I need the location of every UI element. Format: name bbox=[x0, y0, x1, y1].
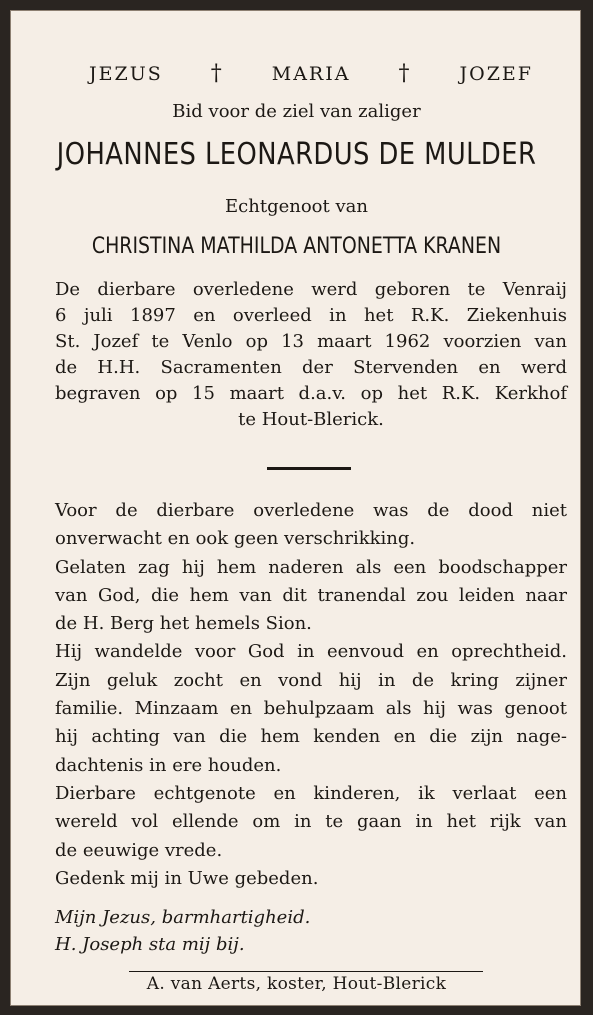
prayer-line: Mijn Jezus, barmhartigheid. bbox=[55, 907, 311, 928]
text-line: hij achting van die hem kenden en die zijn nage- bbox=[55, 726, 567, 748]
holy-names-header bbox=[89, 61, 533, 86]
text-line: onverwacht en ook geen verschrikking. bbox=[55, 528, 416, 550]
name-jezus: JEZUS bbox=[89, 62, 163, 85]
spouse-name: CHRISTINA MATHILDA ANTONETTA KRANEN bbox=[91, 234, 502, 259]
text-line: Gelaten zag hij hem naderen als een boodschapper bbox=[55, 556, 567, 578]
text-line: wereld vol ellende om in te gaan in het rijk van bbox=[55, 811, 567, 833]
bio-line: St. Jozef te Venlo op 13 maart 1962 voorzien van bbox=[55, 331, 567, 352]
spouse-label: Echtgenoot van bbox=[225, 196, 368, 217]
intro-text: Bid voor de ziel van zaliger bbox=[172, 101, 421, 122]
memorial-text bbox=[55, 497, 567, 893]
text-line: van God, die hem van dit tranendal zou leiden naar bbox=[55, 584, 567, 606]
bio-line: te Hout-Blerick. bbox=[238, 409, 384, 430]
text-line: dachtenis in ere houden. bbox=[55, 754, 282, 776]
name-maria: MARIA bbox=[271, 62, 351, 85]
bio-line: 6 juli 1897 en overleed in het R.K. Ziekenhuis bbox=[55, 305, 567, 326]
cross-icon: † bbox=[398, 61, 412, 86]
name-jozef: JOZEF bbox=[459, 62, 533, 85]
cross-icon: † bbox=[210, 61, 224, 86]
text-line: Zijn geluk zocht en vond hij in de kring zijner bbox=[55, 669, 567, 691]
text-line: Hij wandelde voor God in eenvoud en oprechtheid. bbox=[55, 641, 567, 663]
text-line: Dierbare echtgenote en kinderen, ik verlaat een bbox=[55, 782, 567, 804]
memorial-card bbox=[10, 10, 581, 1006]
divider bbox=[267, 467, 351, 470]
deceased-name: JOHANNES LEONARDUS DE MULDER bbox=[56, 137, 537, 172]
text-line: Gedenk mij in Uwe gebeden. bbox=[55, 867, 319, 889]
text-line: familie. Minzaam en behulpzaam als hij was genoot bbox=[55, 698, 567, 720]
footer-rule bbox=[129, 971, 483, 972]
text-line: Voor de dierbare overledene was de dood niet bbox=[55, 500, 567, 521]
closing-prayer bbox=[55, 904, 567, 958]
biography bbox=[55, 277, 567, 433]
bio-line: de H.H. Sacramenten der Stervenden en werd bbox=[55, 357, 567, 378]
bio-line: begraven op 15 maart d.a.v. op het R.K. Kerkhof bbox=[55, 383, 567, 404]
printer-credit: A. van Aerts, koster, Hout-Blerick bbox=[146, 974, 447, 994]
text-line: de eeuwige vrede. bbox=[55, 839, 223, 861]
bio-line: De dierbare overledene werd geboren te Venraij bbox=[55, 279, 567, 300]
text-line: de H. Berg het hemels Sion. bbox=[55, 613, 312, 635]
prayer-line: H. Joseph sta mij bij. bbox=[55, 934, 245, 955]
